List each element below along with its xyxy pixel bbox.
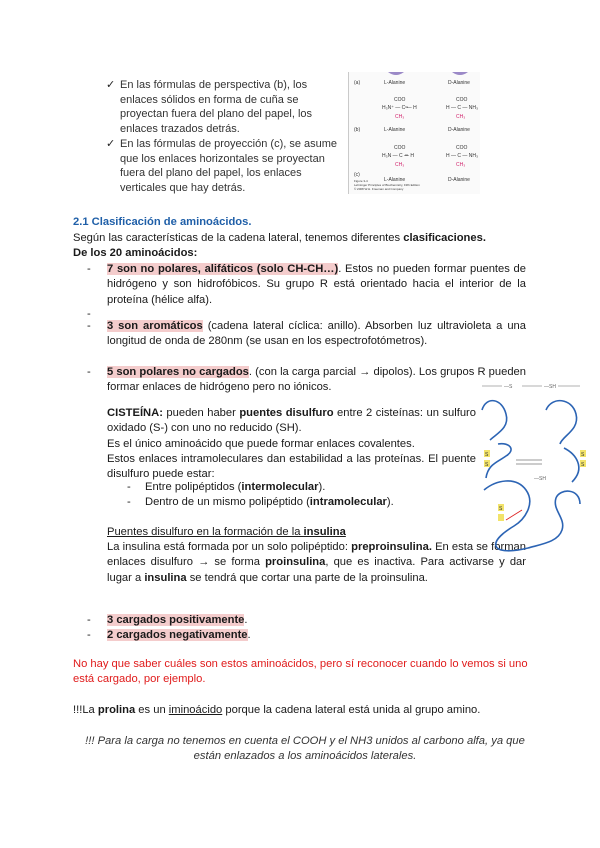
- fig-struct-b-l2: CH₃: [395, 114, 405, 120]
- fig-label-b: (b): [354, 127, 361, 133]
- fig-struct-b-l0: COO: [394, 97, 406, 103]
- fig-l-alanine-c: L-Alanine: [384, 177, 406, 183]
- diagram-label-s4: S: [581, 452, 585, 458]
- cisteina-paragraph: CISTEÍNA: pueden haber puentes disulfuro entre 2 cisteínas: un sulfuro oxidado (S-) con uno no reducido (SH). Es el único aminoácido que puede formar enlaces covalentes. Estos enlaces intramoleculares dan estabilidad a las proteínas. El puente disulfuro puede estar:: [107, 407, 476, 481]
- diagram-label-s1: —S: [504, 384, 513, 390]
- alanine-figure: [348, 72, 480, 194]
- fig-struct-b-r2: CH₃: [456, 114, 466, 120]
- fig-d-alanine-c: D-Alanine: [448, 177, 470, 183]
- fig-struct-c-l0: COO: [394, 145, 406, 151]
- fig-caption-0: Figure 3-4: [354, 179, 368, 183]
- fig-l-alanine-a: L-Alanine: [384, 80, 406, 86]
- bullet-perspectiva: ✓ En las fórmulas de perspectiva (b), los enlaces sólidos en forma de cuña se proyectan fuera del plano del papel, los enlaces trazados detrás.: [106, 79, 313, 135]
- check-icon: ✓: [106, 79, 116, 91]
- intro-line-2: De los 20 aminoácidos:: [73, 247, 198, 259]
- diagram-label-s2: S: [485, 452, 489, 458]
- intro-line: Según las características de la cadena lateral, tenemos diferentes clasificaciones.: [73, 232, 486, 244]
- diagram-label-sh: —SH: [544, 384, 556, 390]
- fig-caption-1: Lehninger Principles of Biochemistry, Fifth Edition: [354, 183, 420, 187]
- fig-caption-2: © 2008 W.H. Freeman and Company: [354, 187, 404, 191]
- fig-l-alanine-b: L-Alanine: [384, 127, 406, 133]
- fig-struct-c-r1: H — C — NH₃: [446, 153, 479, 159]
- diagram-label-s3: S: [485, 462, 489, 468]
- fig-d-alanine-b: D-Alanine: [448, 127, 470, 133]
- fig-struct-b-l1: H₃N⁺ — C — H: [382, 105, 417, 111]
- cisteina-sub1: - Entre polipéptidos (intermolecular).: [127, 481, 326, 493]
- diagram-label-s5: S: [581, 462, 585, 468]
- item-empty: -: [87, 308, 91, 320]
- item-polares: - 5 son polares no cargados. (con la carga parcial → dipolos). Los grupos R pueden formar enlaces de hidrógeno pero no iónicos.: [87, 366, 526, 394]
- final-note: !!! Para la carga no tenemos en cuenta el COOH y el NH3 unidos al carbono alfa, ya que están enlazados a los aminoácidos laterales.: [85, 735, 525, 763]
- alanine-figure-art: [348, 72, 480, 194]
- prolina-line: !!!La prolina es un iminoácido porque la cadena lateral está unida al grupo amino.: [73, 704, 481, 716]
- item-cargados-neg: - 2 cargados negativamente.: [87, 629, 251, 641]
- bullet-proyeccion: ✓ En las fórmulas de proyección (c), se asume que los enlaces horizontales se proyectan fuera del plano del papel, los enlaces verticales que hay detrás.: [106, 138, 338, 194]
- item-no-polares: - 7 son no polares, alifáticos (solo CH-CH…). Estos no pueden formar puentes de hidrógeno y son hidrofóbicos. Su grupo R está orientado hacia el interior de la proteína (hélice alfa).: [87, 263, 527, 306]
- item-aromaticos: - 3 son aromáticos (cadena lateral cíclica: anillo). Absorben luz ultravioleta a una longitud de onda de 280nm (se usan en los espectrofotómetros).: [87, 320, 526, 348]
- disulfide-diagram: [476, 380, 594, 558]
- section-heading: 2.1 Clasificación de aminoácidos.: [73, 216, 252, 228]
- insulina-title: Puentes disulfuro en la formación de la insulina: [107, 526, 346, 538]
- check-icon: ✓: [106, 138, 116, 150]
- cisteina-sub2: - Dentro de un mismo polipéptido (intramolecular).: [127, 496, 394, 508]
- item-cargados-pos: - 3 cargados positivamente.: [87, 614, 248, 626]
- fig-label-c: (c): [354, 172, 360, 178]
- fig-struct-b-r0: COO: [456, 97, 468, 103]
- fig-label-a: (a): [354, 80, 361, 86]
- fig-struct-c-l1: H₃N — C — H: [382, 153, 415, 159]
- insulina-paragraph: La insulina está formada por un solo polipéptido: preproinsulina. En esta se forman enlaces disulfuro → se forma proinsulina, que es inactiva. Para activarse y dar lugar a insulina se tendrá que cortar una parte de la proinsulina.: [107, 541, 526, 584]
- fig-struct-c-r2: CH₃: [456, 162, 466, 168]
- fig-struct-c-r0: COO: [456, 145, 468, 151]
- diagram-label-s6: S: [499, 506, 503, 512]
- fig-d-alanine-a: D-Alanine: [448, 80, 470, 86]
- red-note: No hay que saber cuáles son estos aminoácidos, pero sí reconocer cuando lo vemos si uno está cargado, por ejemplo.: [73, 658, 528, 686]
- diagram-label-sh2: —SH: [534, 476, 546, 482]
- fig-struct-c-l2: CH₃: [395, 162, 405, 168]
- fig-struct-b-r1: H — C — NH₃: [446, 105, 479, 111]
